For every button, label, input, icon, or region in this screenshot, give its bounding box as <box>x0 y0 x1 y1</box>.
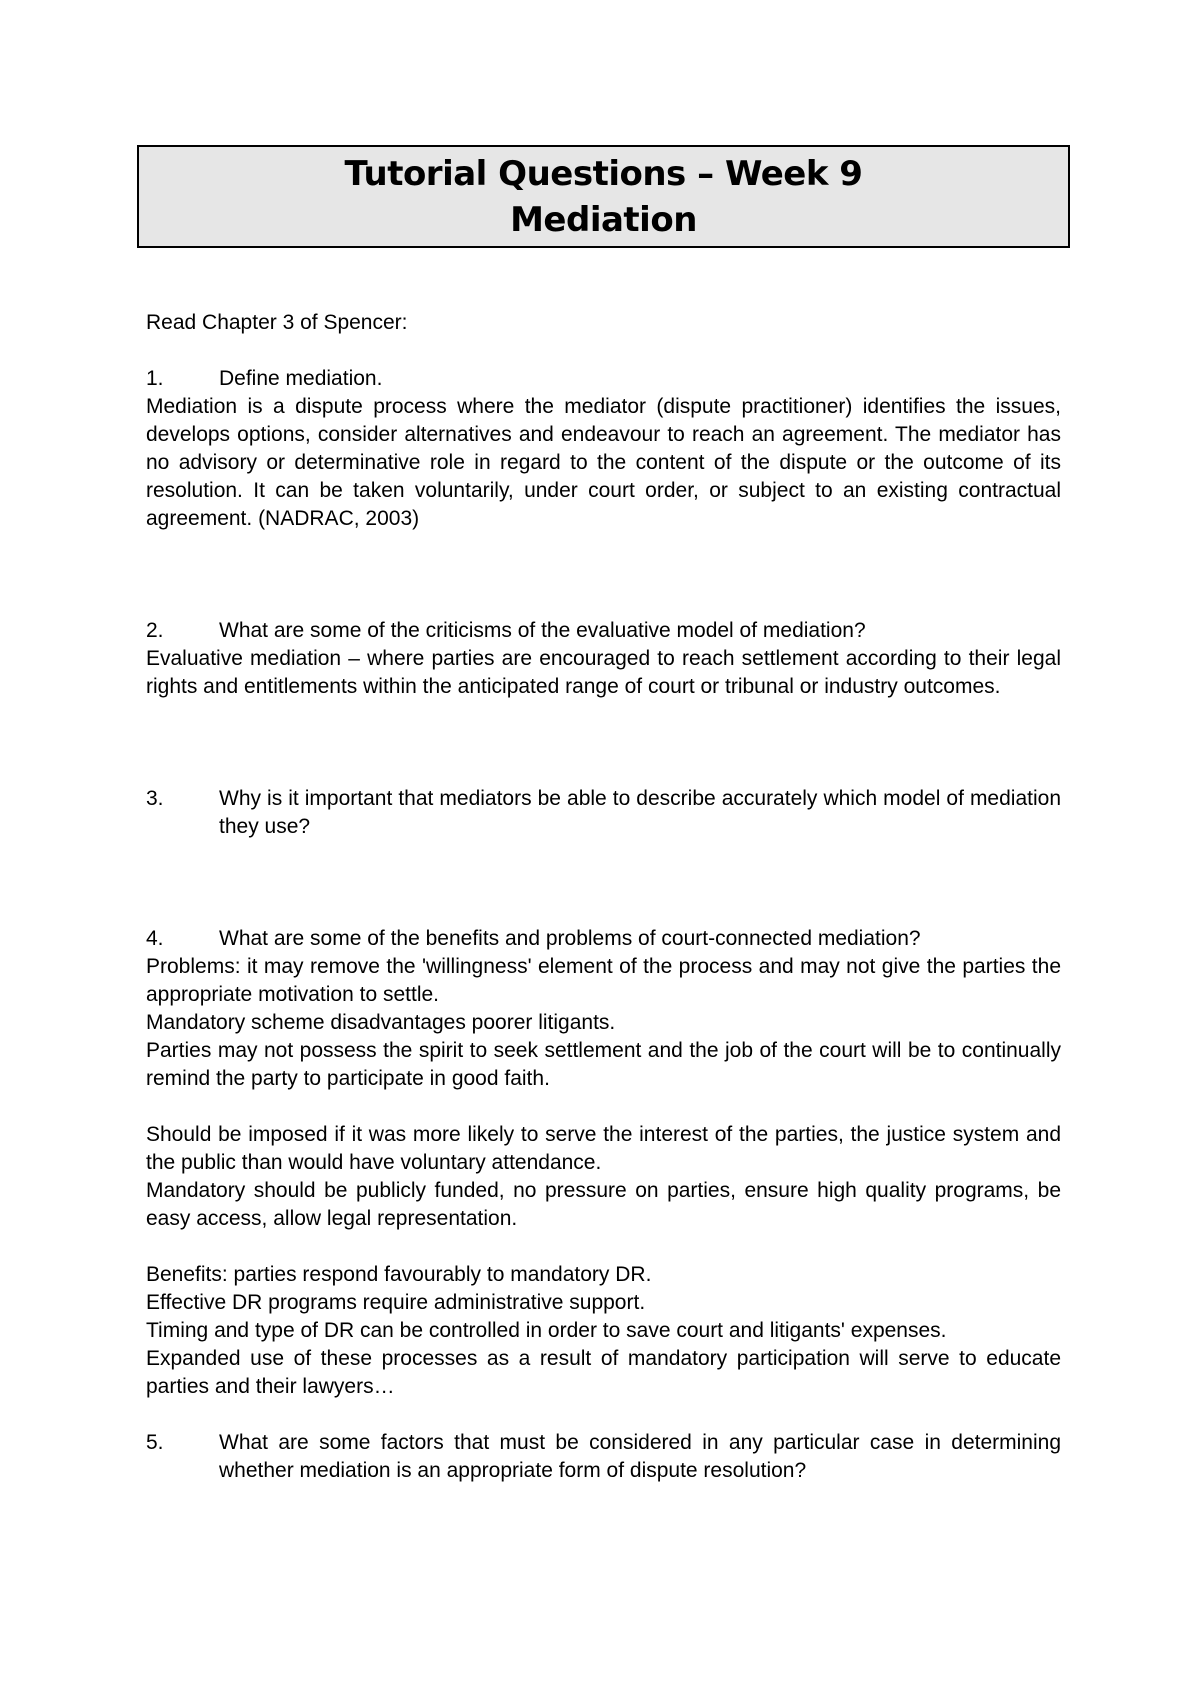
question-number: 4. <box>146 927 164 950</box>
question-text: Define mediation. <box>219 367 383 390</box>
answer-paragraph: Expanded use of these processes as a result of mandatory participation will serve to educate parties and their lawyers… <box>146 1347 1061 1398</box>
answer-paragraph: Mediation is a dispute process where the mediator (dispute practitioner) identifies the issues, develops options, consider alternatives and endeavour to reach an agreement. The mediator has no advisory or determinative role in regard to the content of the dispute or the outcome of its resolution. It can be taken voluntarily, under court order, or subject to an existing contractual agreement. (NADRAC, 2003) <box>146 395 1061 530</box>
document-body <box>146 309 1061 1485</box>
question-1 <box>146 365 1061 393</box>
answer-paragraph: Timing and type of DR can be controlled in order to save court and litigants' expenses. <box>146 1319 947 1342</box>
question-2 <box>146 617 1061 645</box>
question-number: 2. <box>146 619 164 642</box>
question-5 <box>146 1429 1061 1485</box>
answer-paragraph: Benefits: parties respond favourably to mandatory DR. <box>146 1263 652 1286</box>
answer-paragraph: Mandatory scheme disadvantages poorer litigants. <box>146 1011 616 1034</box>
question-number: 5. <box>146 1431 164 1454</box>
page-subtitle: Mediation <box>510 200 697 240</box>
answer-paragraph: Parties may not possess the spirit to seek settlement and the job of the court will be to continually remind the party to participate in good faith. <box>146 1039 1061 1090</box>
intro-text: Read Chapter 3 of Spencer: <box>146 311 408 334</box>
question-number: 3. <box>146 787 164 810</box>
answer-paragraph: Evaluative mediation – where parties are encouraged to reach settlement according to their legal rights and entitlements within the anticipated range of court or tribunal or industry outcomes. <box>146 647 1061 698</box>
answer-paragraph: Mandatory should be publicly funded, no pressure on parties, ensure high quality programs, be easy access, allow legal representation. <box>146 1179 1061 1230</box>
title-box <box>137 145 1070 248</box>
question-3 <box>146 785 1061 841</box>
answer-paragraph: Problems: it may remove the 'willingness' element of the process and may not give the parties the appropriate motivation to settle. <box>146 955 1061 1006</box>
question-text: What are some factors that must be considered in any particular case in determining whether mediation is an appropriate form of dispute resolution? <box>219 1431 1061 1482</box>
answer-paragraph: Should be imposed if it was more likely to serve the interest of the parties, the justice system and the public than would have voluntary attendance. <box>146 1123 1061 1174</box>
question-text: Why is it important that mediators be able to describe accurately which model of mediation they use? <box>219 787 1061 838</box>
question-text: What are some of the criticisms of the evaluative model of mediation? <box>219 619 866 642</box>
answer-paragraph: Effective DR programs require administrative support. <box>146 1291 646 1314</box>
question-4 <box>146 925 1061 953</box>
question-text: What are some of the benefits and problems of court-connected mediation? <box>219 927 921 950</box>
page-title: Tutorial Questions – Week 9 <box>344 154 863 194</box>
question-number: 1. <box>146 367 164 390</box>
